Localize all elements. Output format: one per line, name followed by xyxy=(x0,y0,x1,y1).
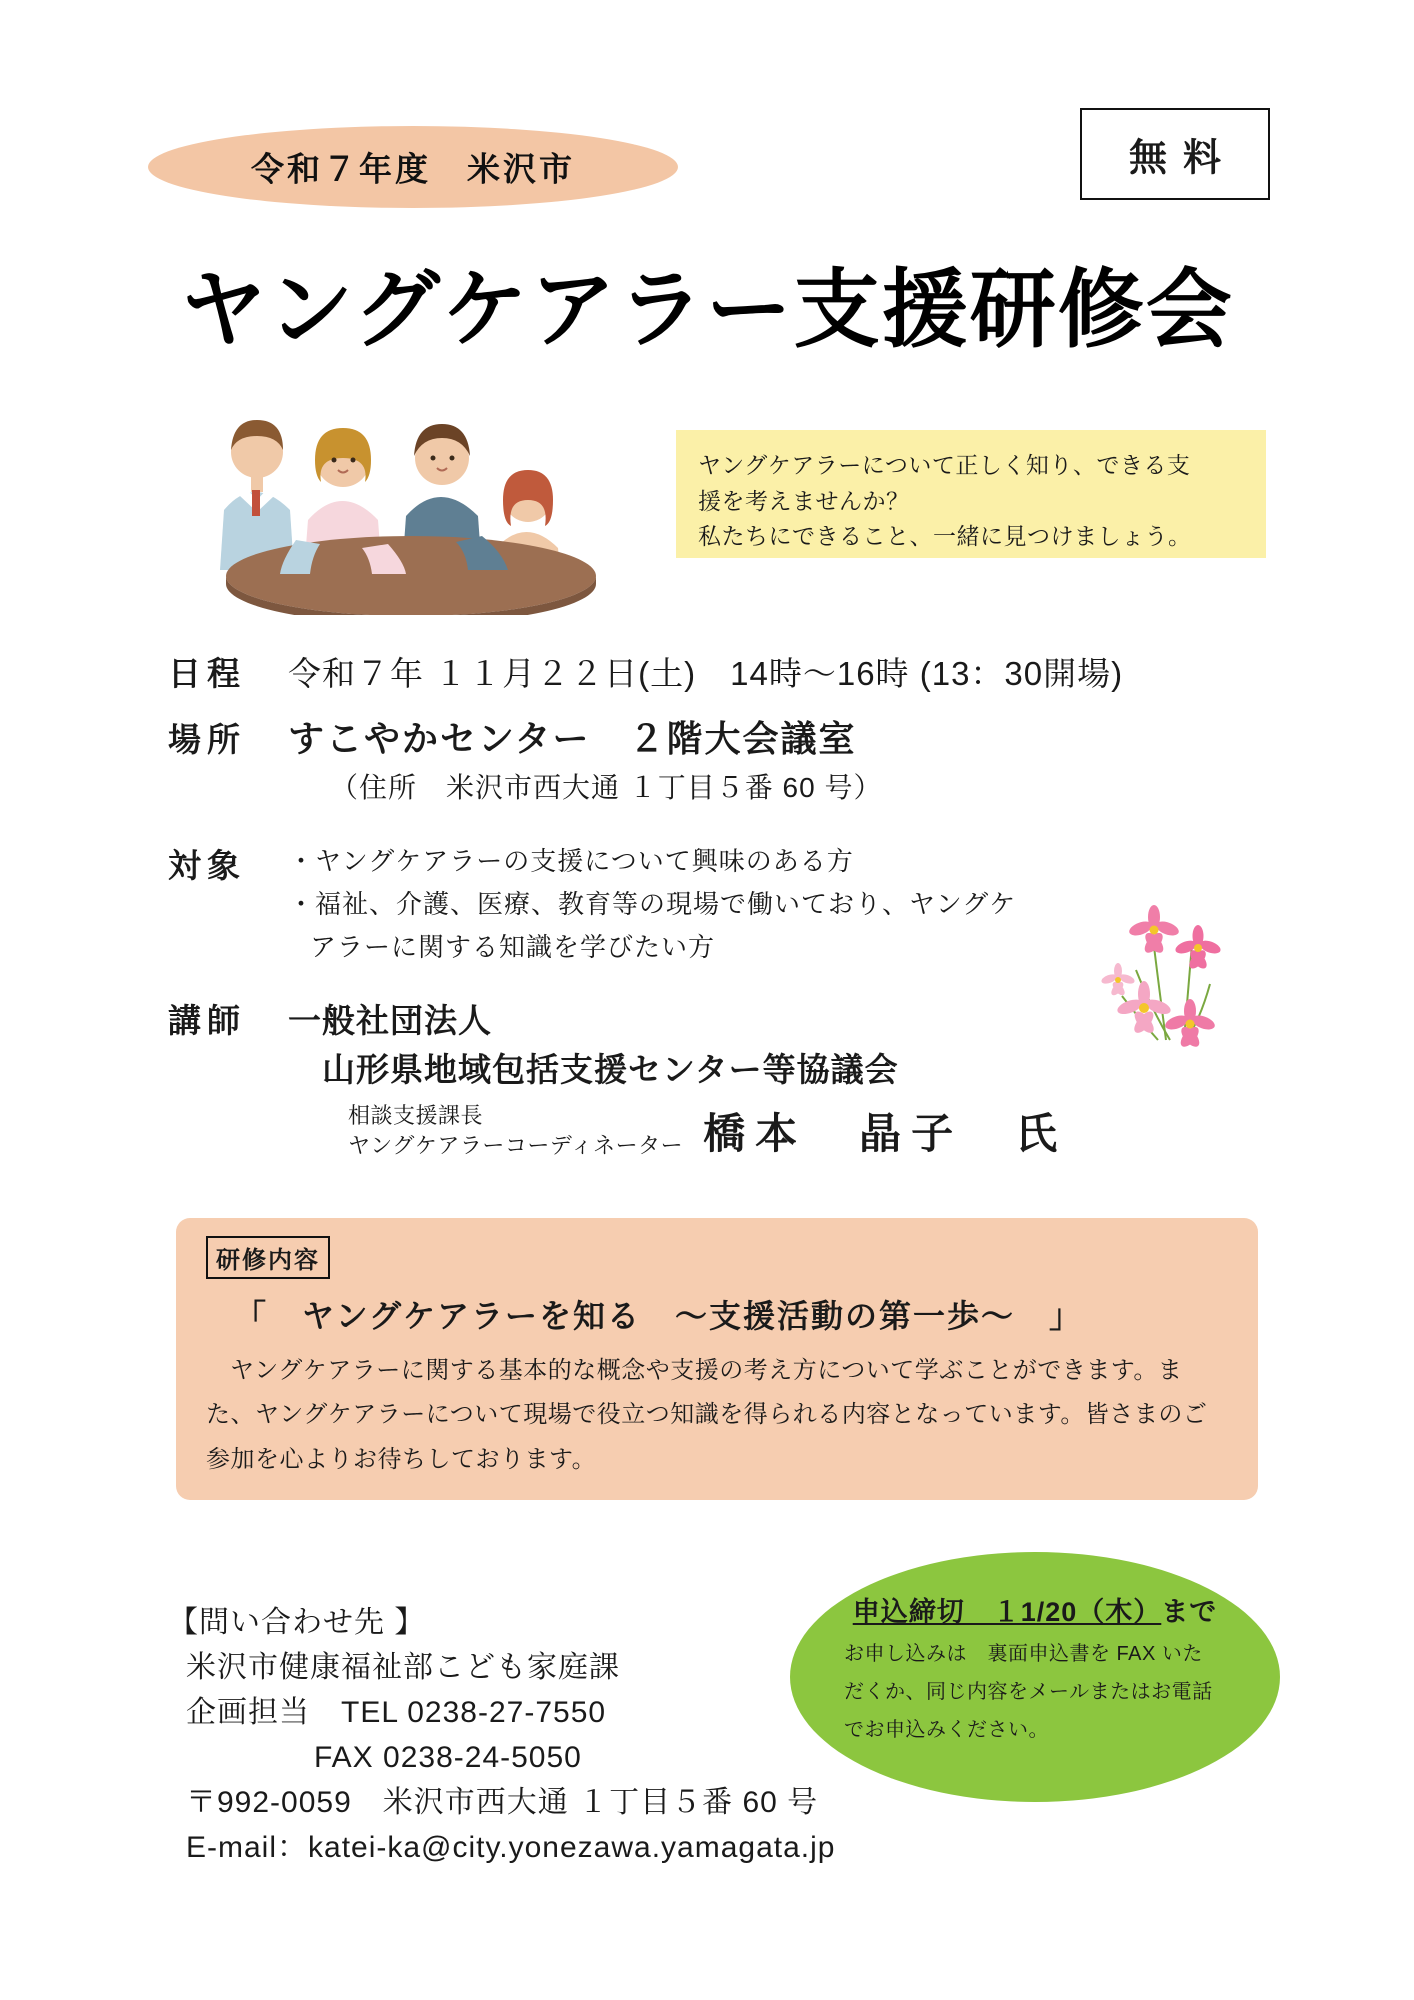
content-title: 「 ヤングケアラーを知る 〜支援活動の第一歩〜 」 xyxy=(234,1298,1084,1334)
deadline-title xyxy=(844,1590,1226,1629)
flower-decoration-icon xyxy=(1092,900,1252,1070)
contact-tel: 企画担当 TEL 0238-27-7550 xyxy=(186,1696,607,1729)
lecturer-name-row xyxy=(288,1101,1067,1161)
contact-department: 米沢市健康福祉部こども家庭課 xyxy=(186,1651,620,1684)
fiscal-year-pill xyxy=(148,126,678,208)
free-badge xyxy=(1080,108,1270,200)
target-line-3: アラーに関する知識を学びたい方 xyxy=(310,931,716,962)
target-values xyxy=(288,840,1016,969)
place-value: すこやかセンター ２階大会議室 xyxy=(288,718,857,759)
deadline-line-3: でお申込みください。 xyxy=(844,1719,1049,1741)
deadline-title-tail: まで xyxy=(1161,1597,1218,1627)
contact-postal-address: 〒992-0059 米沢市西大通 １丁目５番 60 号 xyxy=(186,1786,819,1819)
people-around-table-illustration xyxy=(196,380,656,615)
place-address: （住所 米沢市西大通 １丁目５番 60 号） xyxy=(330,772,883,803)
contact-heading: 【問い合わせ先 】 xyxy=(168,1606,426,1639)
lecturer-title-2: ヤングケアラーコーディネーター xyxy=(348,1132,684,1158)
date-row xyxy=(168,648,1288,695)
content-body-line-1: ヤングケアラーに関する基本的な概念や支援の考え方について学ぶことができます。ま xyxy=(230,1357,1183,1384)
page-title: ヤングケアラー支援研修会 xyxy=(180,260,1234,360)
application-deadline-oval xyxy=(790,1552,1280,1802)
content-body xyxy=(206,1349,1228,1482)
callout-box xyxy=(676,430,1266,558)
deadline-line-1: お申し込みは 裏面申込書を FAX いた xyxy=(844,1643,1203,1665)
place-label: 場所 xyxy=(168,721,246,758)
callout-line-3: 私たちにできること、一緒に見つけましょう。 xyxy=(698,523,1192,550)
fiscal-year-label: 令和７年度 米沢市 xyxy=(251,150,575,188)
contact-email[interactable]: E-mail：katei-ka@city.yonezawa.yamagata.jp xyxy=(186,1831,836,1864)
place-row xyxy=(168,711,1288,762)
target-line-1: ・ヤングケアラーの支援について興味のある方 xyxy=(288,846,854,876)
deadline-instructions xyxy=(844,1635,1226,1749)
date-value: 令和７年 １１月２２日(土) 14時〜16時 (13：30開場) xyxy=(288,655,1124,692)
target-line-2: ・福祉、介護、医療、教育等の現場で働いており、ヤングケ xyxy=(288,888,1017,919)
content-body-line-2: た、ヤングケアラーについて現場で役立つ知識を得られる内容となっています。皆さまのご xyxy=(206,1401,1208,1429)
free-badge-label: 無料 xyxy=(1128,137,1237,180)
callout-line-1: ヤングケアラーについて正しく知り、できる支 xyxy=(698,452,1191,478)
deadline-title-underlined: 申込締切 １1/20（木） xyxy=(852,1597,1162,1627)
lecturer-org-line-1: 一般社団法人 xyxy=(288,1001,492,1039)
deadline-line-2: だくか、同じ内容をメールまたはお電話 xyxy=(844,1681,1213,1703)
date-label: 日程 xyxy=(168,655,246,692)
training-content-box xyxy=(176,1218,1258,1500)
contact-fax: FAX 0238-24-5050 xyxy=(314,1741,582,1774)
lecturer-name: 橋本 晶子 氏 xyxy=(703,1109,1068,1157)
lecturer-label: 講師 xyxy=(168,1001,246,1039)
content-body-line-3: 参加を心よりお待ちしております。 xyxy=(206,1445,597,1473)
lecturer-details xyxy=(288,995,1067,1161)
content-label: 研修内容 xyxy=(206,1236,330,1279)
lecturer-title-1: 相談支援課長 xyxy=(348,1103,484,1129)
lecturer-titles xyxy=(348,1101,683,1160)
lecturer-org-line-2: 山形県地域包括支援センター等協議会 xyxy=(322,1050,899,1088)
callout-line-2: 援を考えませんか？ xyxy=(698,487,910,514)
target-label: 対象 xyxy=(168,847,246,884)
contact-block xyxy=(168,1600,835,1870)
